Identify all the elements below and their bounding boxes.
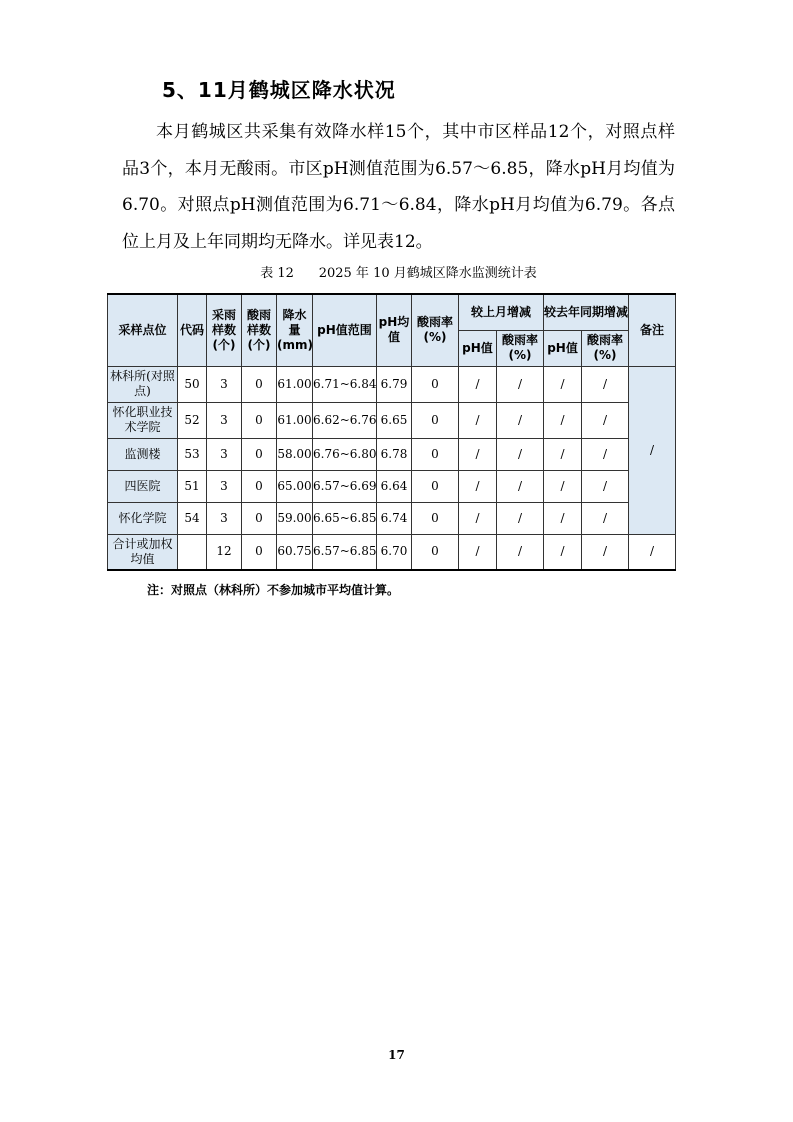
cell-rate: 0 <box>412 534 459 570</box>
cell-samples: 3 <box>207 502 242 534</box>
cell-range: 6.57~6.69 <box>313 470 377 502</box>
header-year-ph: pH值 <box>544 330 582 366</box>
cell-precip: 65.00 <box>277 470 313 502</box>
table-caption: 表 12 2025 年 10 月鹤城区降水监测统计表 <box>260 266 537 281</box>
cell-month-ph: / <box>459 470 497 502</box>
cell-code <box>178 534 207 570</box>
precipitation-table <box>107 293 676 571</box>
cell-mean: 6.74 <box>377 502 412 534</box>
cell-acid: 0 <box>242 402 277 438</box>
cell-mean: 6.70 <box>377 534 412 570</box>
cell-samples: 3 <box>207 402 242 438</box>
cell-month-ph: / <box>459 366 497 402</box>
cell-code: 52 <box>178 402 207 438</box>
cell-code: 51 <box>178 470 207 502</box>
cell-range: 6.57~6.85 <box>313 534 377 570</box>
cell-samples: 3 <box>207 438 242 470</box>
cell-precip: 61.00 <box>277 402 313 438</box>
header-vs-last-month: 较上月增减 <box>459 294 544 330</box>
header-month-rate: 酸雨率(%) <box>497 330 544 366</box>
header-month-ph: pH值 <box>459 330 497 366</box>
cell-year-ph: / <box>544 438 582 470</box>
cell-year-rate: / <box>582 470 629 502</box>
cell-acid: 0 <box>242 366 277 402</box>
cell-samples: 3 <box>207 366 242 402</box>
table-row <box>108 366 676 402</box>
cell-site: 林科所(对照点) <box>108 366 178 402</box>
cell-mean: 6.78 <box>377 438 412 470</box>
cell-year-ph: / <box>544 470 582 502</box>
cell-range: 6.76~6.80 <box>313 438 377 470</box>
cell-mean: 6.65 <box>377 402 412 438</box>
header-ph-range: pH值范围 <box>313 294 377 366</box>
table-row <box>108 438 676 470</box>
cell-remark-merged: / <box>629 366 676 534</box>
cell-precip: 60.75 <box>277 534 313 570</box>
cell-precip: 61.00 <box>277 366 313 402</box>
table-total-row <box>108 534 676 570</box>
cell-range: 6.71~6.84 <box>313 366 377 402</box>
cell-year-ph: / <box>544 402 582 438</box>
cell-month-ph: / <box>459 502 497 534</box>
cell-code: 54 <box>178 502 207 534</box>
cell-year-ph: / <box>544 502 582 534</box>
cell-range: 6.62~6.76 <box>313 402 377 438</box>
section-paragraph: 本月鹤城区共采集有效降水样15个，其中市区样品12个，对照点样品3个，本月无酸雨。市区pH测值范围为6.57～6.85，降水pH月均值为6.70。对照点pH测值范围为6.71～6.84，降水pH月均值为6.79。各点位上月及上年同期均无降水。详见表12。 <box>122 122 675 252</box>
cell-year-ph: / <box>544 366 582 402</box>
cell-range: 6.65~6.85 <box>313 502 377 534</box>
table-row <box>108 502 676 534</box>
cell-samples: 12 <box>207 534 242 570</box>
page-number: 17 <box>388 1048 405 1062</box>
cell-site: 合计或加权均值 <box>108 534 178 570</box>
cell-month-ph: / <box>459 534 497 570</box>
header-remark: 备注 <box>629 294 676 366</box>
header-precip: 降水量(mm) <box>277 294 313 366</box>
cell-site: 怀化学院 <box>108 502 178 534</box>
cell-month-ph: / <box>459 402 497 438</box>
section-heading: 5、11月鹤城区降水状况 <box>162 78 396 102</box>
cell-month-rate: / <box>497 534 544 570</box>
cell-year-rate: / <box>582 438 629 470</box>
table-row <box>108 402 676 438</box>
cell-month-rate: / <box>497 438 544 470</box>
cell-precip: 59.00 <box>277 502 313 534</box>
cell-month-rate: / <box>497 470 544 502</box>
header-samples: 采雨样数(个) <box>207 294 242 366</box>
cell-year-rate: / <box>582 502 629 534</box>
header-code: 代码 <box>178 294 207 366</box>
cell-site: 四医院 <box>108 470 178 502</box>
cell-acid: 0 <box>242 502 277 534</box>
cell-year-rate: / <box>582 402 629 438</box>
cell-year-rate: / <box>582 534 629 570</box>
cell-rate: 0 <box>412 502 459 534</box>
cell-mean: 6.79 <box>377 366 412 402</box>
cell-acid: 0 <box>242 534 277 570</box>
cell-mean: 6.64 <box>377 470 412 502</box>
cell-acid: 0 <box>242 470 277 502</box>
cell-rate: 0 <box>412 402 459 438</box>
table-row <box>108 470 676 502</box>
header-acid-samples: 酸雨样数(个) <box>242 294 277 366</box>
cell-code: 53 <box>178 438 207 470</box>
cell-code: 50 <box>178 366 207 402</box>
cell-site: 怀化职业技术学院 <box>108 402 178 438</box>
header-vs-last-year: 较去年同期增减 <box>544 294 629 330</box>
header-year-rate: 酸雨率(%) <box>582 330 629 366</box>
cell-rate: 0 <box>412 470 459 502</box>
header-acid-rate: 酸雨率(%) <box>412 294 459 366</box>
cell-site: 监测楼 <box>108 438 178 470</box>
cell-rate: 0 <box>412 366 459 402</box>
cell-year-rate: / <box>582 366 629 402</box>
header-ph-mean: pH均值 <box>377 294 412 366</box>
cell-year-ph: / <box>544 534 582 570</box>
cell-month-rate: / <box>497 502 544 534</box>
header-site: 采样点位 <box>108 294 178 366</box>
table-note: 注：对照点（林科所）不参加城市平均值计算。 <box>147 583 400 597</box>
cell-month-rate: / <box>497 366 544 402</box>
cell-month-ph: / <box>459 438 497 470</box>
cell-remark: / <box>629 534 676 570</box>
cell-rate: 0 <box>412 438 459 470</box>
cell-samples: 3 <box>207 470 242 502</box>
cell-acid: 0 <box>242 438 277 470</box>
cell-month-rate: / <box>497 402 544 438</box>
cell-precip: 58.00 <box>277 438 313 470</box>
